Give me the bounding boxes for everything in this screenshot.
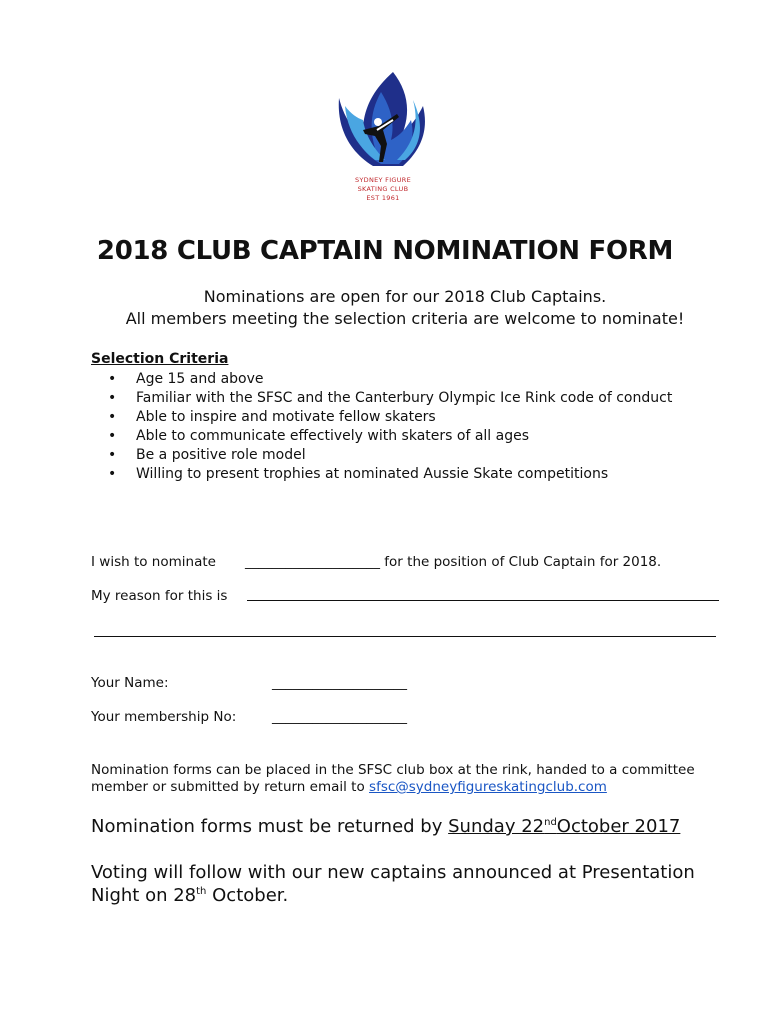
list-item: • Able to communicate effectively with skaters of all ages — [108, 428, 530, 444]
deadline-date: Sunday 22ndOctober 2017 — [448, 816, 681, 837]
club-name-line2: SKATING CLUB — [357, 185, 409, 193]
list-item: • Age 15 and above — [108, 371, 264, 387]
membership-label: Your membership No: — [91, 709, 237, 725]
list-item: • Familiar with the SFSC and the Canterbury Olympic Ice Rink code of conduct — [108, 390, 673, 406]
list-item: • Willing to present trophies at nominated Aussie Skate competitions — [108, 466, 609, 482]
reason-label: My reason for this is — [91, 588, 228, 604]
reason-field-continued[interactable] — [94, 636, 716, 637]
nominate-label: I wish to nominate — [91, 554, 216, 570]
email-link[interactable]: sfsc@sydneyfigureskatingclub.com — [369, 779, 607, 795]
list-item: • Able to inspire and motivate fellow skaters — [108, 409, 436, 425]
bullet-icon: • — [108, 371, 117, 387]
placement-instructions: Nomination forms can be placed in the SFSC club box at the rink, handed to a committee member or submitted by return email to sfsc@sydneyfigureskatingclub.com — [91, 762, 695, 795]
voting-notice: Voting will follow with our new captains announced at Presentation Night on 28th October. — [91, 862, 695, 906]
nominee-field[interactable]: ____________________ for the position of Club Captain for 2018. — [245, 554, 662, 570]
bullet-icon: • — [108, 447, 117, 463]
name-label: Your Name: — [91, 675, 169, 691]
club-logo — [333, 70, 433, 210]
criteria-list — [108, 370, 672, 484]
name-field[interactable]: ____________________ — [272, 675, 407, 691]
intro-line-2: All members meeting the selection criteria are welcome to nominate! — [125, 309, 685, 328]
club-established: EST 1961 — [366, 194, 400, 202]
nominate-suffix: for the position of Club Captain for 2018. — [384, 554, 662, 570]
reason-field[interactable] — [247, 600, 719, 601]
membership-field[interactable]: ____________________ — [272, 709, 407, 725]
page-title: 2018 CLUB CAPTAIN NOMINATION FORM — [96, 236, 674, 266]
criteria-heading: Selection Criteria — [91, 351, 229, 367]
bullet-icon: • — [108, 466, 117, 482]
deadline-notice: Nomination forms must be returned by Sunday 22ndOctober 2017 — [91, 816, 681, 837]
bullet-icon: • — [108, 390, 117, 406]
list-item: • Be a positive role model — [108, 447, 306, 463]
bullet-icon: • — [108, 428, 117, 444]
club-name-line1: SYDNEY FIGURE — [354, 176, 412, 184]
intro-line-1: Nominations are open for our 2018 Club Captains. — [203, 287, 607, 306]
bullet-icon: • — [108, 409, 117, 425]
